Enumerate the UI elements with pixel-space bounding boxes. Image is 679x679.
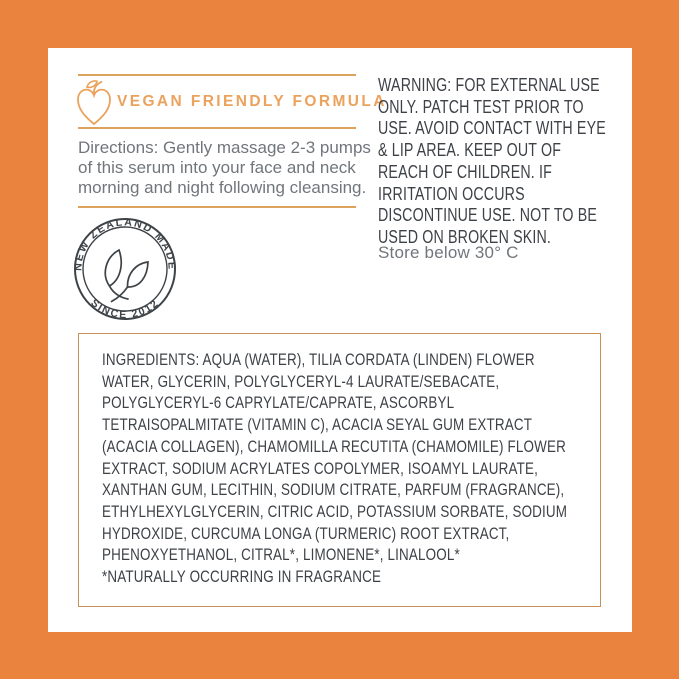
divider-top: [78, 74, 356, 76]
ingredients-text: INGREDIENTS: AQUA (WATER), TILIA CORDATA (LINDEN) FLOWER WATER, GLYCERIN, POLYGLYCERYL-4 LAURATE/SEBACATE, POLYGLYCERYL-6 CAPRYLATE/CAPRATE, ASCORBYL TETRAISOPALMITATE (VITAMIN C), ACACIA SEYAL GUM EXTRACT (ACACIA COLLAGEN), CHAMOMILLA RECUTITA (CHAMOMILE) FLOWER EXTRACT, SODIUM ACRYLATES COPOLYMER, ISOAMYL LAURATE, XANTHAN GUM, LECITHIN, SODIUM CITRATE, PARFUM (FRAGRANCE), ETHYLHEXYLGLYCERIN, CITRIC ACID, POTASSIUM SORBATE, SODIUM HYDROXIDE, CURCUMA LONGA (TURMERIC) ROOT EXTRACT, PHENOXYETHANOL, CITRAL*, LIMONENE*, LINALOOL*: [102, 350, 568, 565]
directions-text: Directions: Gently massage 2-3 pumps of this serum into your face and neck morning and night following cleansing.: [78, 138, 371, 197]
storage-text: Store below 30° C: [378, 243, 519, 262]
label-card: [48, 48, 632, 632]
leaves-icon: [105, 250, 148, 302]
ingredients-box: [78, 333, 601, 607]
stamp-top-text: NEW ZEALAND MADE: [73, 217, 177, 272]
vegan-banner-label: VEGAN FRIENDLY FORMULA: [117, 93, 387, 110]
divider-middle: [78, 127, 356, 129]
divider-bottom: [78, 206, 356, 208]
ingredients-footnote: *NATURALLY OCCURRING IN FRAGRANCE: [102, 567, 382, 587]
warning-text: WARNING: FOR EXTERNAL USE ONLY. PATCH TEST PRIOR TO USE. AVOID CONTACT WITH EYE & LIP AREA. KEEP OUT OF REACH OF CHILDREN. IF IRRITATION OCCURS DISCONTINUE USE. NOT TO BE USED ON BROKEN SKIN.: [378, 75, 606, 247]
stamp-bottom-text: SINCE 2012: [88, 296, 162, 321]
nz-made-stamp: [73, 217, 177, 326]
apple-heart-icon: [74, 79, 116, 132]
